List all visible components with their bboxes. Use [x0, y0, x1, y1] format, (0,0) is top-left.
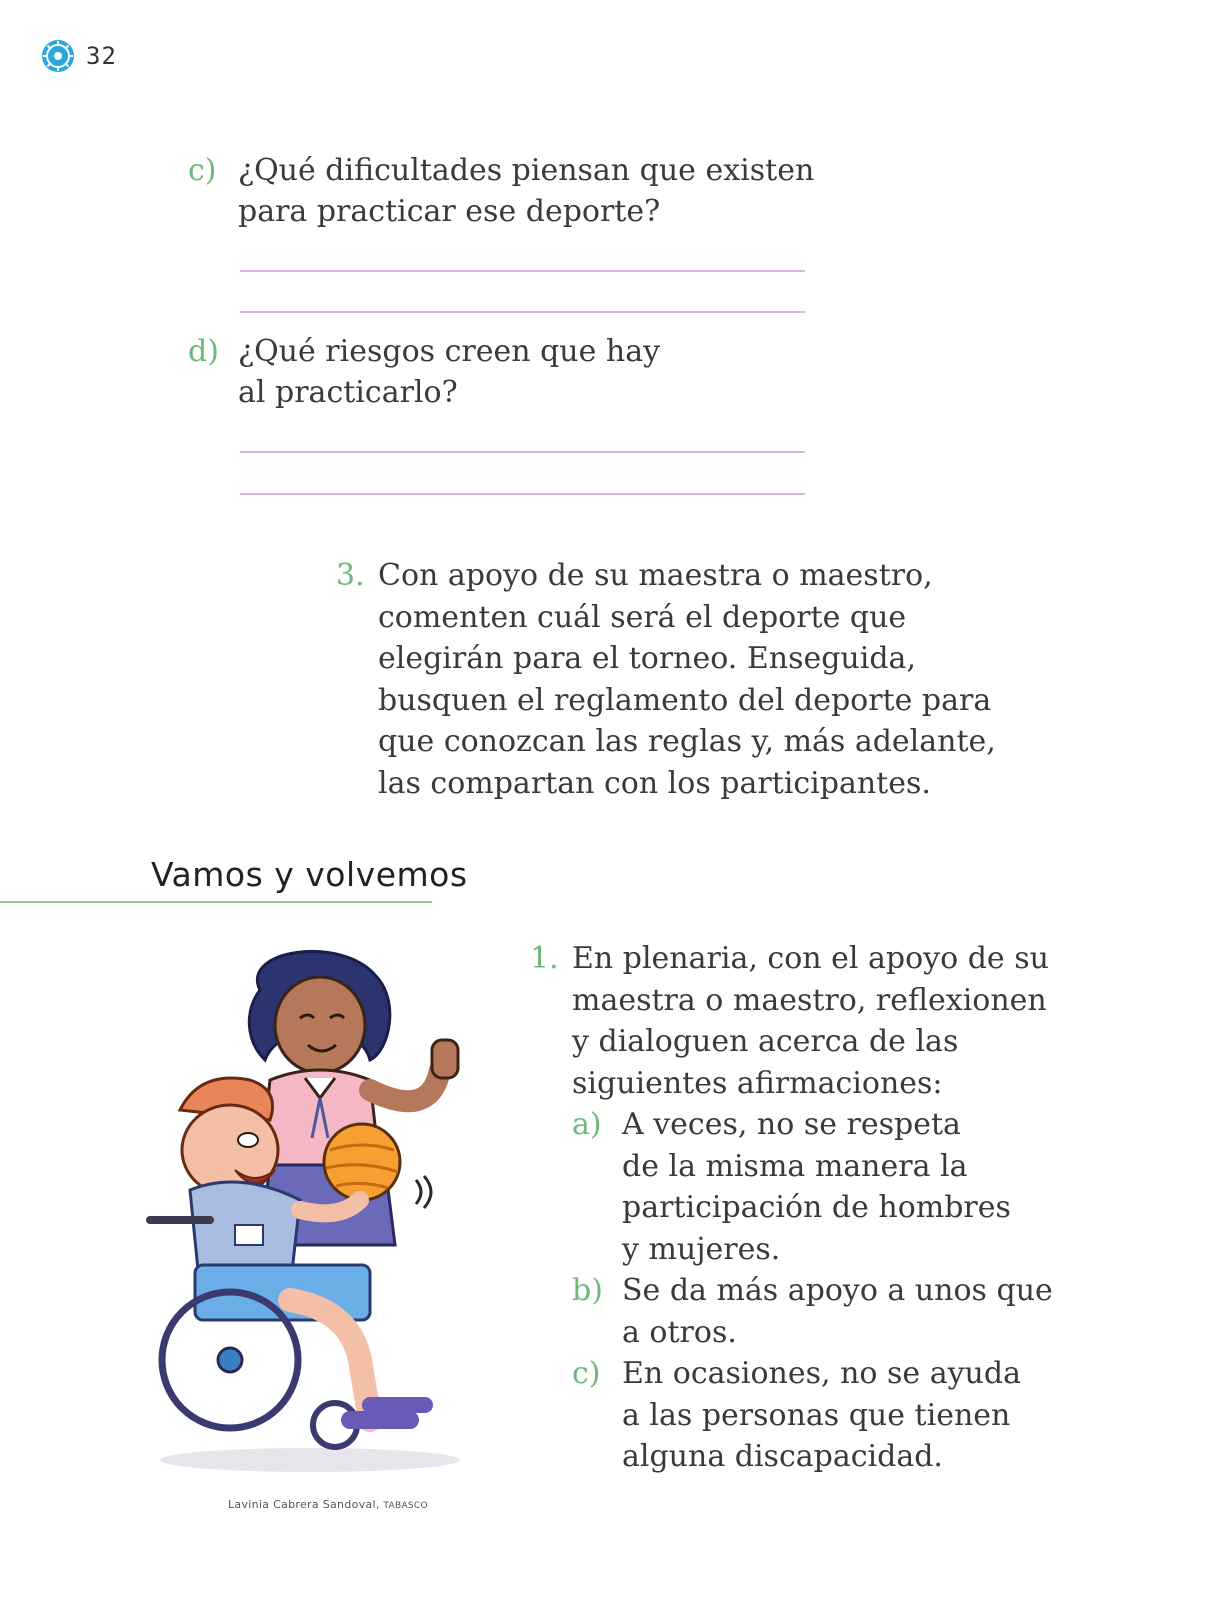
statement-line: alguna discapacidad.	[622, 1439, 943, 1474]
item-line: maestra o maestro, reflexionen	[572, 982, 1047, 1018]
item-number: 1.	[530, 941, 559, 976]
statement-line: a las personas que tienen	[622, 1397, 1011, 1433]
item-number: 3.	[336, 558, 365, 593]
illustration-girl-and-boy-in-wheelchair	[140, 940, 480, 1480]
statement-marker: b)	[572, 1273, 603, 1308]
statement-line: En ocasiones, no se ayuda	[622, 1356, 1021, 1391]
activity-item-3	[336, 555, 1016, 804]
answer-line[interactable]	[240, 311, 805, 313]
statement-line: y mujeres.	[622, 1231, 781, 1267]
section-title: Vamos y volvemos	[151, 855, 468, 894]
statement-line: Se da más apoyo a unos que	[622, 1273, 1053, 1308]
item-line: En plenaria, con el apoyo de su	[572, 941, 1049, 976]
section-divider	[0, 901, 432, 903]
item-line: comenten cuál será el deporte que	[378, 599, 907, 635]
item-line: busquen el reglamento del deporte para	[378, 682, 992, 718]
statement-marker: a)	[572, 1107, 602, 1142]
answer-line[interactable]	[240, 451, 805, 453]
item-line: que conozcan las reglas y, más adelante,	[378, 724, 996, 759]
answer-line[interactable]	[240, 270, 805, 272]
statement-a	[572, 1104, 1090, 1270]
statement-b	[572, 1270, 1090, 1353]
item-line: y dialoguen acerca de las	[572, 1024, 959, 1059]
item-line: elegirán para el torneo. Enseguida,	[378, 641, 916, 676]
question-line: para practicar ese deporte?	[238, 194, 661, 229]
page-number: 32	[86, 42, 117, 70]
credit-name: Lavinia Cabrera Sandoval,	[228, 1498, 384, 1511]
question-marker: d)	[188, 334, 219, 369]
statement-c	[572, 1353, 1090, 1478]
answer-line[interactable]	[240, 493, 805, 495]
question-d	[188, 331, 828, 413]
statement-line: participación de hombres	[622, 1190, 1011, 1225]
question-marker: c)	[188, 153, 217, 188]
question-line: ¿Qué dificultades piensan que existen	[238, 153, 815, 188]
statement-marker: c)	[572, 1356, 601, 1391]
question-line: ¿Qué riesgos creen que hay	[238, 334, 661, 369]
page-header	[40, 38, 117, 74]
question-c	[188, 150, 828, 232]
credit-place: TABASCO	[383, 1501, 428, 1511]
item-line: Con apoyo de su maestra o maestro,	[378, 558, 933, 593]
statement-line: a otros.	[622, 1314, 737, 1350]
item-line: las compartan con los participantes.	[378, 765, 931, 801]
item-line: siguientes afirmaciones:	[572, 1065, 943, 1101]
activity-item-1	[530, 938, 1090, 1478]
illustration-credit	[228, 1498, 428, 1511]
statement-line: A veces, no se respeta	[622, 1107, 961, 1142]
question-line: al practicarlo?	[238, 375, 458, 410]
statement-line: de la misma manera la	[622, 1148, 968, 1184]
book-emblem-icon	[40, 38, 76, 74]
